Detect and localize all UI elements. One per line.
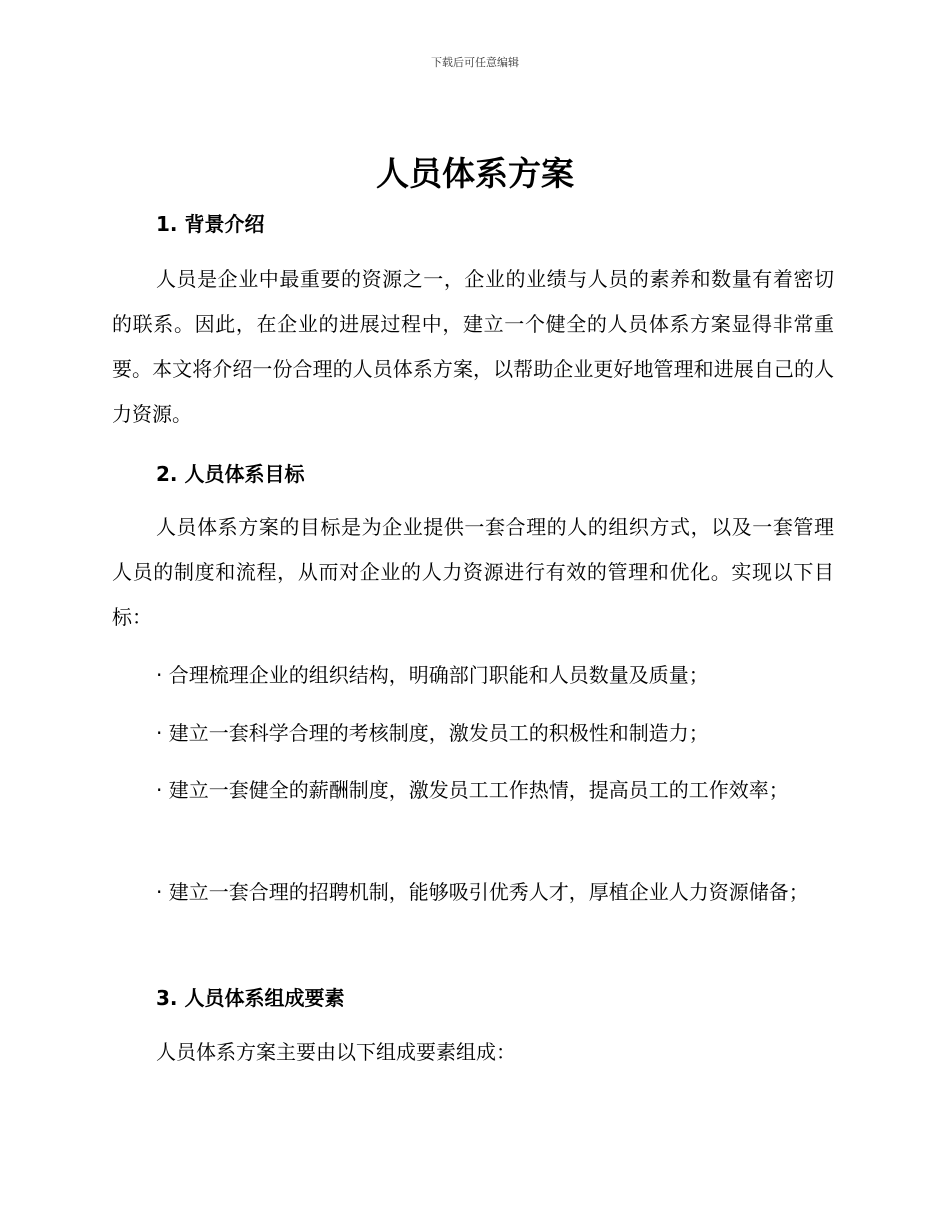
section-heading-elements: 3. 人员体系组成要素 (156, 986, 345, 1010)
document-title: 人员体系方案 (376, 154, 574, 193)
paragraph-elements: 人员体系方案主要由以下组成要素组成： (156, 1040, 516, 1064)
list-item-goal-3: · 建立一套健全的薪酬制度，激发员工工作热情，提高员工的工作效率； (156, 778, 789, 802)
list-item-goal-4: · 建立一套合理的招聘机制，能够吸引优秀人才，厚植企业人力资源储备； (156, 880, 809, 904)
list-item-goal-2: · 建立一套科学合理的考核制度，激发员工的积极性和制造力； (156, 721, 709, 745)
list-item-goal-1: · 合理梳理企业的组织结构，明确部门职能和人员数量及质量； (156, 663, 709, 687)
section-heading-background: 1. 背景介绍 (156, 212, 265, 236)
section-heading-goals: 2. 人员体系目标 (156, 462, 305, 486)
paragraph-goals: 人员体系方案的目标是为企业提供一套合理的人的组织方式，以及一套管理人员的制度和流程，从而对企业的人力资源进行有效的管理和优化。实现以下目标： (112, 515, 834, 629)
page-header-note: 下载后可任意编辑 (431, 56, 519, 69)
paragraph-background: 人员是企业中最重要的资源之一，企业的业绩与人员的素养和数量有着密切的联系。因此，在企业的进展过程中，建立一个健全的人员体系方案显得非常重要。本文将介绍一份合理的人员体系方案，以帮助企业更好地管理和进展自己的人力资源。 (112, 267, 834, 426)
